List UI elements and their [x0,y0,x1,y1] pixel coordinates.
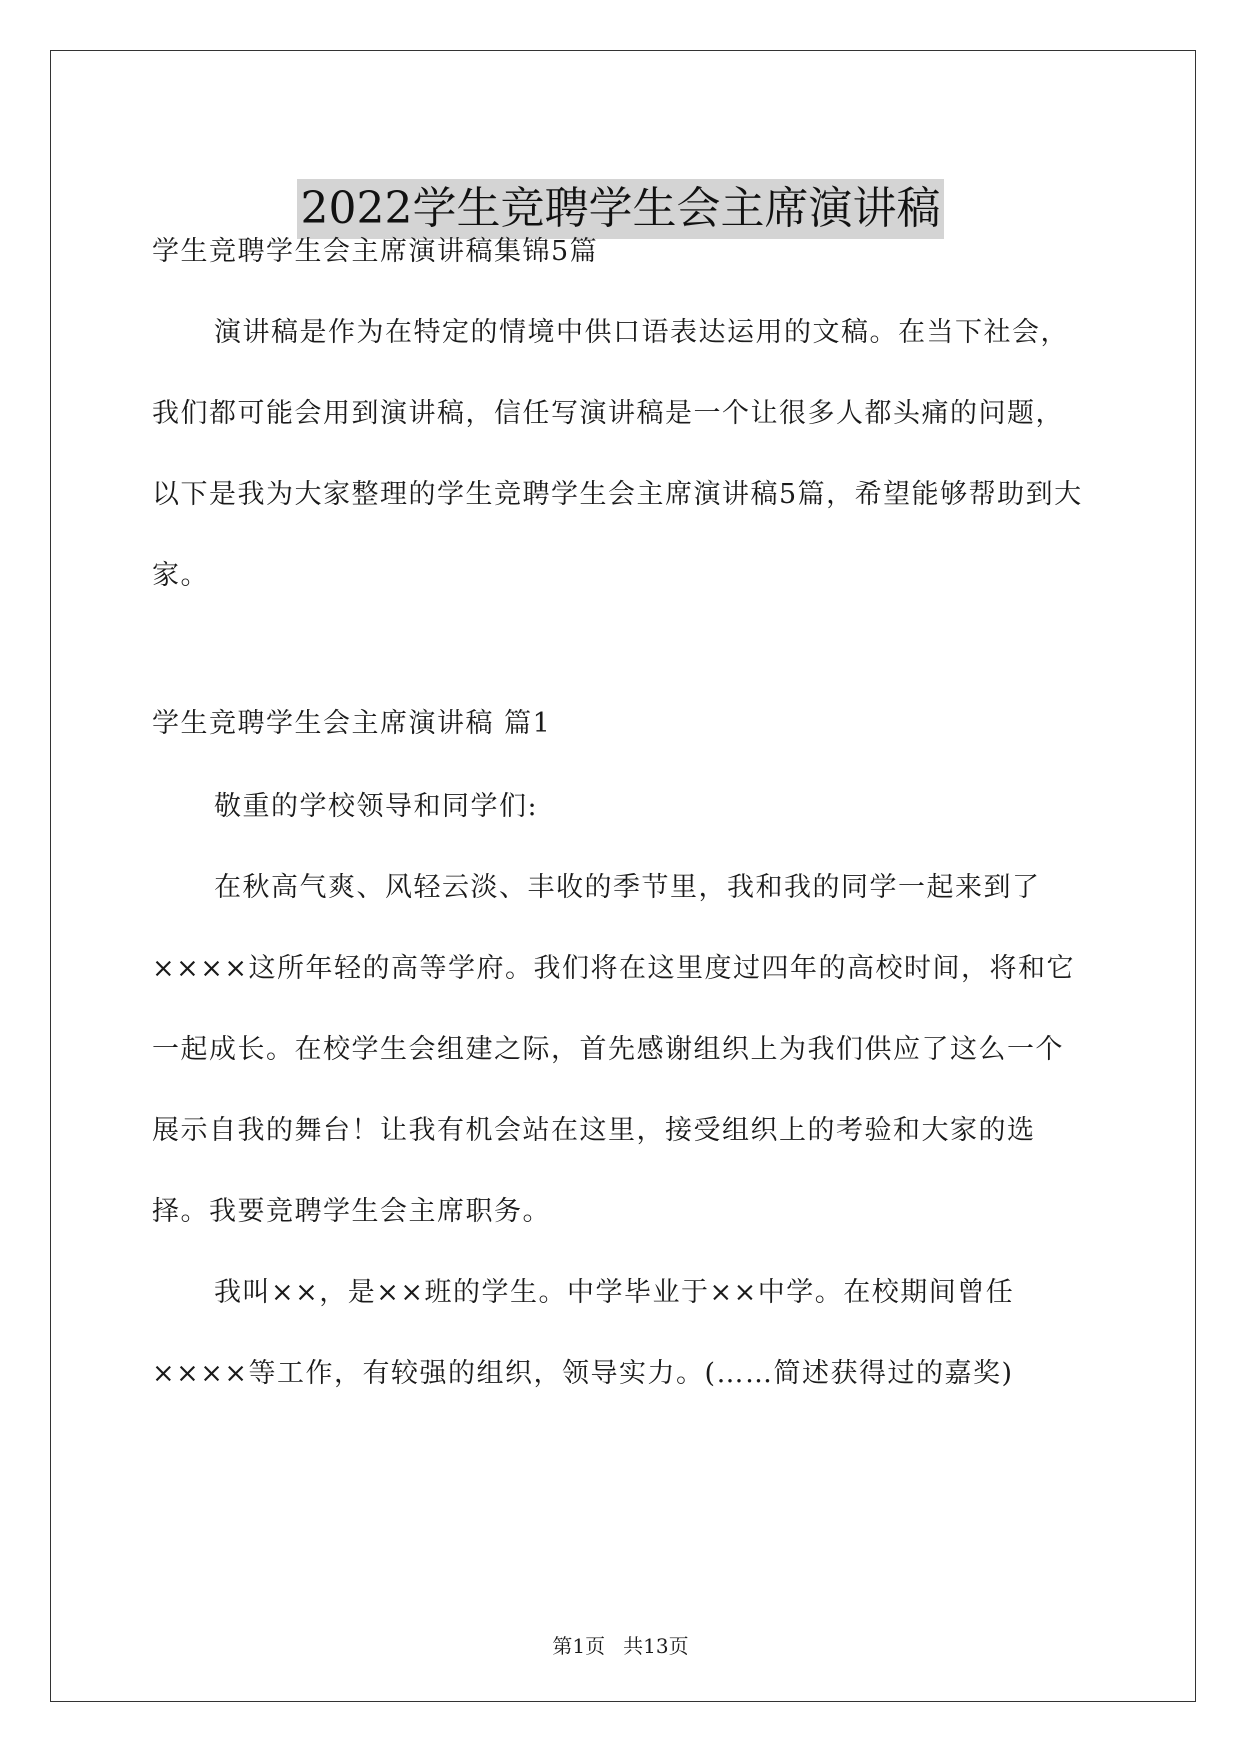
document-body [152,232,1092,1414]
section-heading: 学生竞聘学生会主席演讲稿 篇1 [152,708,552,739]
intro-paragraph: 演讲稿是作为在特定的情境中供口语表达运用的文稿。在当下社会，我们都可能会用到演讲稿，信任写演讲稿是一个让很多人都头痛的问题，以下是我为大家整理的学生竞聘学生会主席演讲稿5篇，希望能够帮助到大家。 [152,317,1083,591]
document-subtitle: 学生竞聘学生会主席演讲稿集锦5篇 [152,236,599,267]
body-paragraph: 在秋高气爽、风轻云淡、丰收的季节里，我和我的同学一起来到了××××这所年轻的高等学府。我们将在这里度过四年的高校时间，将和它一起成长。在校学生会组建之际，首先感谢组织上为我们供应了这么一个展示自我的舞台！让我有机会站在这里，接受组织上的考验和大家的选择。我要竞聘学生会主席职务。 [152,872,1075,1227]
total-pages: 共13页 [623,1634,689,1658]
salutation: 敬重的学校领导和同学们: [214,791,539,822]
document-title: 2022学生竞聘学生会主席演讲稿 [297,179,945,239]
body-paragraph: 我叫××，是××班的学生。中学毕业于××中学。在校期间曾任××××等工作，有较强的组织，领导实力。(……简述获得过的嘉奖) [152,1277,1015,1389]
current-page-number: 第1页 [552,1634,606,1658]
page-footer [0,1630,1241,1659]
